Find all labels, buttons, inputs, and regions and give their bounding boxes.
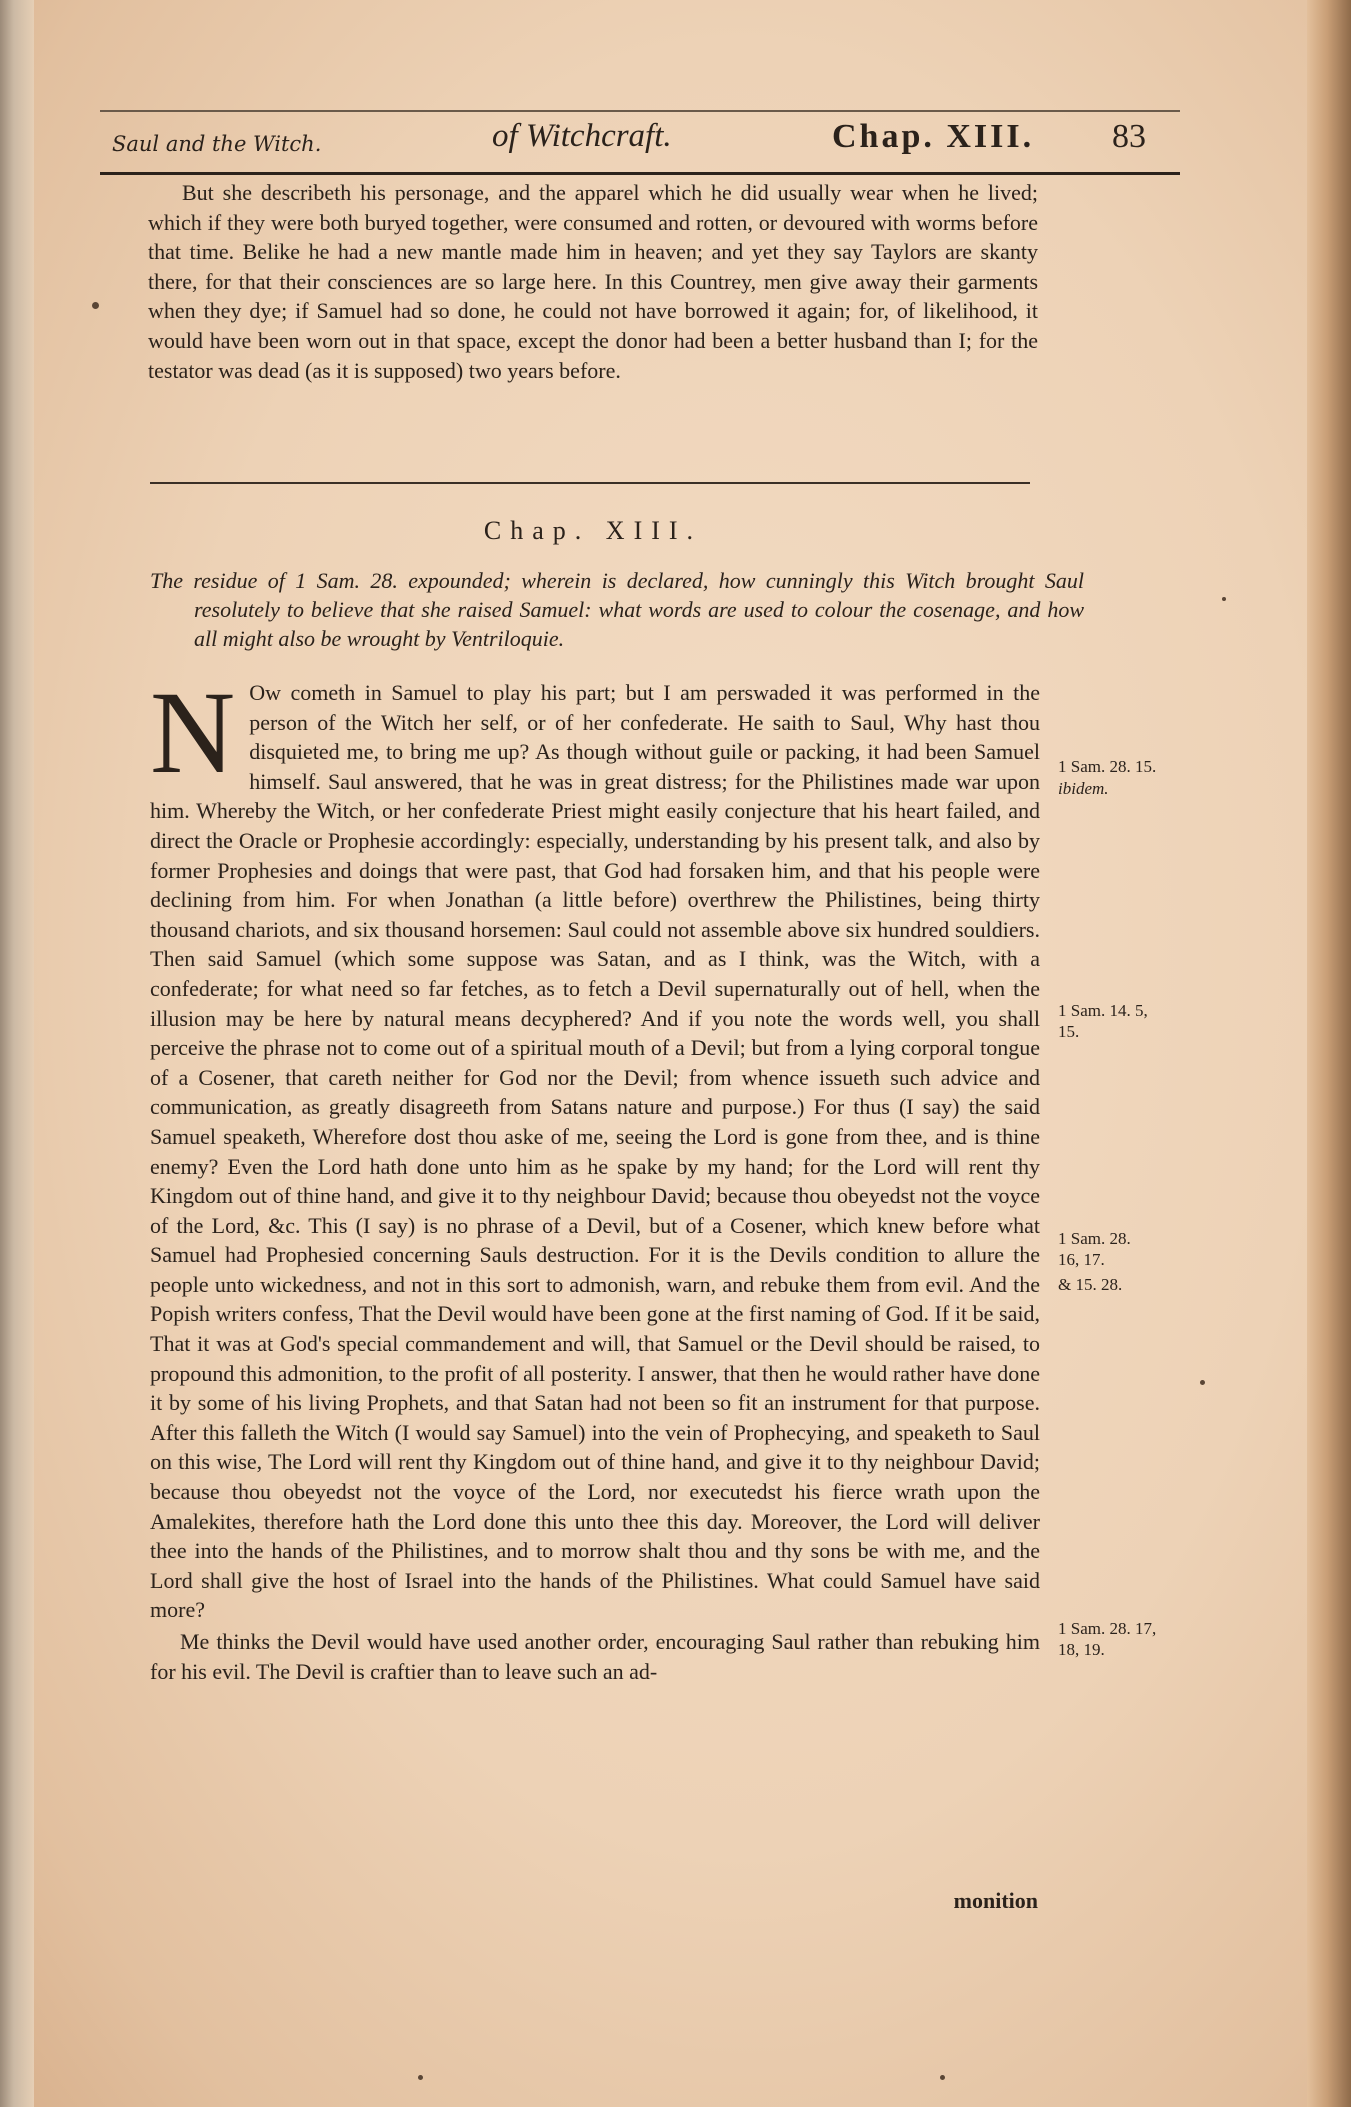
marginal-note: 1 Sam. 14. 5, 15. [1058,1001,1148,1041]
ink-fleck [940,2075,945,2080]
marginal-note: 1 Sam. 28. 17, 18, 19. [1058,1619,1157,1659]
header-left-title: Saul and the Witch. [112,132,322,156]
marginal-note: & 15. 28. [1058,1275,1123,1294]
carryover-text: But she describeth his personage, and the apparel which he did usually wear when he lived; which if they were both buryed together, were consumed and rotten, or devoured with worms before that time. Belike he had a new mantle made him in heaven; and yet they say Taylors are skanty there, for that their consciences are so large here. In this Countrey, men give away their garments when they dye; if Samuel had so done, he could not have borrowed it again; for, of likelihood, it would have been worn out in that space, except the donor had been a better husband than I; for the testator was dead (as it is supposed) two years before. [148,180,1038,383]
marginal-note: ibidem. [1058,779,1109,798]
page-edge [1307,0,1351,2107]
header-rule-upper [100,110,1180,112]
header-center-title: of Witchcraft. [492,118,672,154]
marginal-note: 1 Sam. 28. 15. [1058,757,1157,776]
running-header [112,118,1177,166]
catchword: monition [953,1888,1038,1913]
chapter-body [150,667,1040,1686]
carryover-paragraph [148,178,1038,385]
header-rule [100,172,1180,175]
body-paragraph-1: Ow cometh in Samuel to play his part; but I am perswaded it was performed in the person of the Witch her self, or of her confederate. He saith to Saul, Why hast thou disquieted me, to bring me up? As though without guile or packing, it had been Samuel himself. Saul answered, that he was in great distress; for the Philistines made war upon him. Whereby the Witch, or her confederate Priest might easily conjecture that his heart failed, and direct the Oracle or Prophesie accordingly: especially, understanding by his present talk, and also by former Prophesies and doings that were past, that God had forsaken him, and that his people were declining from him. For when Jonathan (a little before) overthrew the Philistines, being thirty thousand chariots, and six thousand horsemen: Saul could not assemble above six hundred souldiers. Then said Samuel (which some suppose was Satan, and as I think, was the Witch, with a confederate; for what need so far fetches, as to fetch a Devil supernaturally out of hell, when the illusion may be here by natural means decyphered? And if you note the words well, you shall perceive the phrase not to come out of a spiritual mouth of a Devil; but from a lying corporal tongue of a Cosener, that careth neither for God nor the Devil; from whence issueth such advice and communication, as greatly disagreeth from Satans nature and purpose.) For thus (I say) the said Samuel speaketh, Wherefore dost thou aske of me, seeing the Lord is gone from thee, and is thine enemy? Even the Lord hath done unto him as he spake by my hand; for the Lord will rent thy Kingdom out of thine hand, and give it to thy neighbour David; because thou obeyedst not the voyce of the Lord, &c. This (I say) is no phrase of a Devil, but of a Cosener, which knew before what Samuel had Prophesied concerning Sauls destruction. For it is the Devils condition to allure the people unto wickedness, and not in this sort to admonish, warn, and rebuke them from evil. And the Popish writers confess, That the Devil would have been gone at the first naming of God. If it be said, That it was at God's special commandement and will, that Samuel or the Devil should be raised, to propound this admonition, to the profit of all posterity. I answer, that then he would rather have done it by some of his living Prophets, and that Satan had not been so fit an instrument for that purpose. After this falleth the Witch (I would say Samuel) into the vein of Prophecying, and speaketh to Saul on this wise, The Lord will rent thy Kingdom out of thine hand, and give it to thy neighbour David; because thou obeyedst not the voyce of the Lord, nor executedst his fierce wrath upon the Amalekites, therefore hath the Lord done this unto thee this day. Moreover, the Lord will deliver thee into the hands of the Philistines, and to morrow shalt thou and thy sons be with me, and the Lord shall give the host of Israel into the hands of the Philistines. What could Samuel have said more? [150,680,1040,1623]
ink-fleck [1222,597,1226,601]
chapter-title: Chap. XIII. [483,516,703,545]
drop-cap: N [150,667,236,798]
ink-fleck [1200,1380,1205,1385]
section-divider [150,482,1030,484]
body-paragraph-2: Me thinks the Devil would have used another order, encouraging Saul rather than rebuking him for his evil. The Devil is craftier than to leave such an ad- [150,1629,1040,1684]
marginal-note: 1 Sam. 28. 16, 17. [1058,1229,1131,1269]
header-chapter-label: Chap. XIII. [832,118,1035,155]
page-number: 83 [1112,118,1146,155]
ink-fleck [418,2075,423,2080]
chapter-summary: The residue of 1 Sam. 28. expounded; wherein is declared, how cunningly this Witch brought Saul resolutely to believe that she raised Samuel: what words are used to colour the cosenage, and how all might also be wrought by Ventriloquie. [150,568,1084,651]
book-spine [0,0,34,2107]
ink-fleck [92,302,99,309]
